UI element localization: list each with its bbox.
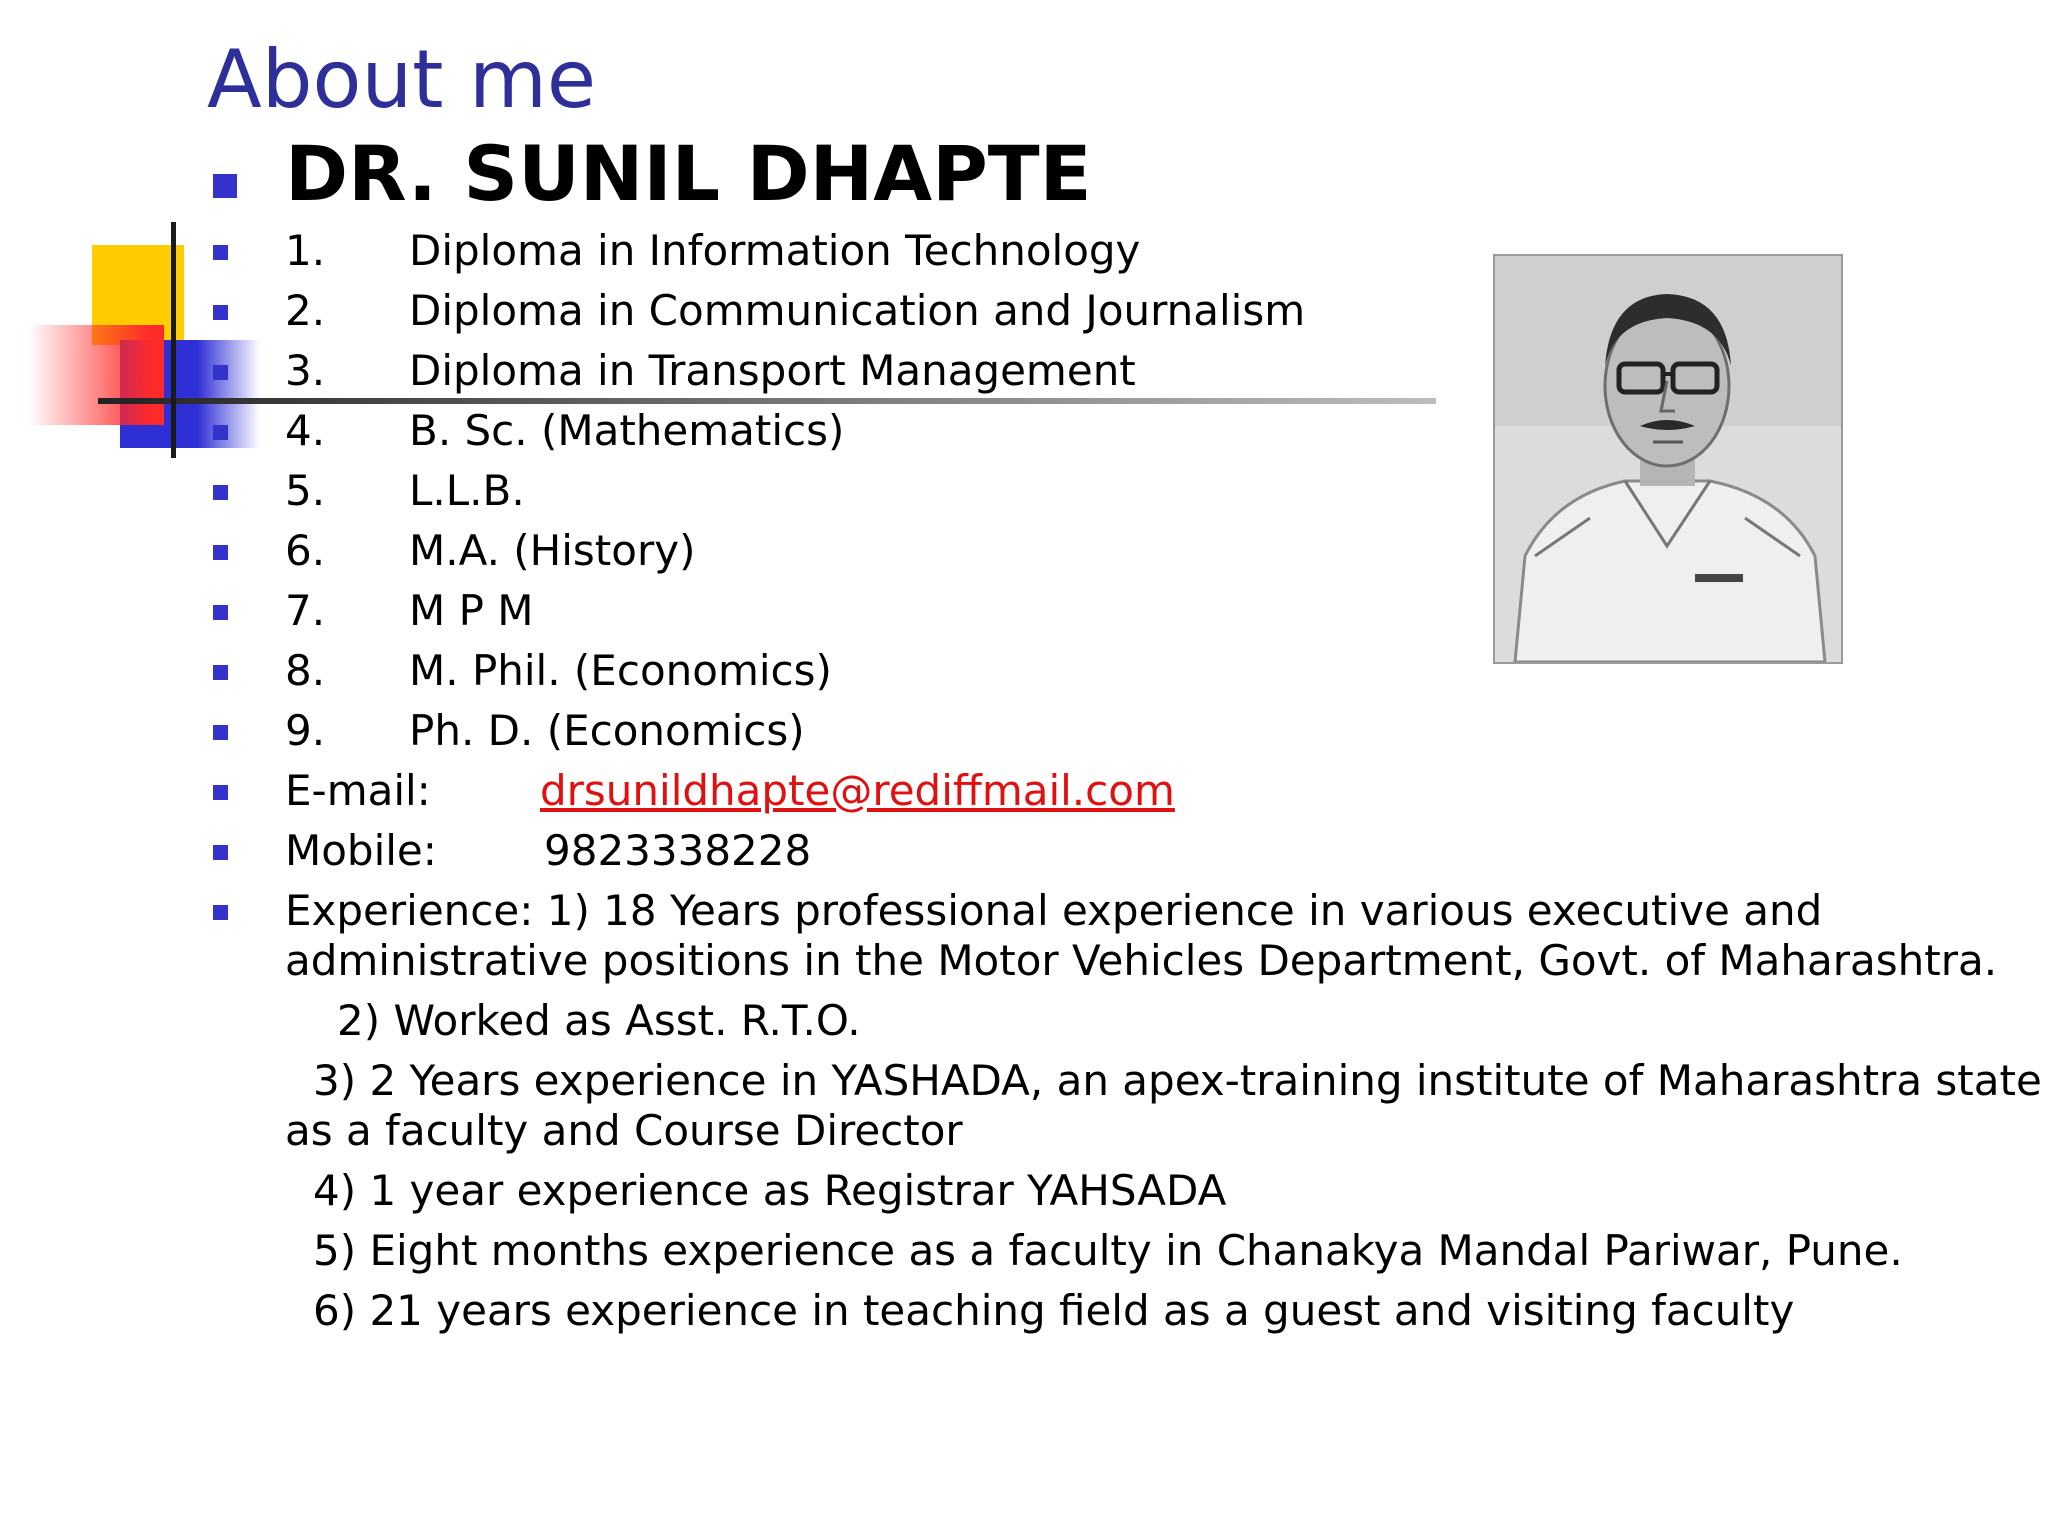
item-text: Diploma in Communication and Journalism	[409, 286, 1306, 335]
bullet-icon	[213, 545, 228, 560]
bullet-icon	[213, 245, 228, 260]
slide-title: About me	[207, 33, 597, 126]
bullet-icon	[213, 425, 228, 440]
experience-line: as a faculty and Course Director	[285, 1106, 963, 1155]
item-text: B. Sc. (Mathematics)	[409, 406, 845, 455]
bullet-icon	[213, 785, 228, 800]
item-number: 8.	[285, 646, 326, 695]
person-name: DR. SUNIL DHAPTE	[285, 129, 1092, 218]
email-link[interactable]: drsunildhapte@rediffmail.com	[540, 766, 1175, 815]
experience-line: 5) Eight months experience as a faculty in Chanakya Mandal Pariwar, Pune.	[313, 1226, 1903, 1275]
bullet-icon	[213, 605, 228, 620]
bullet-icon	[213, 665, 228, 680]
experience-line: 3) 2 Years experience in YASHADA, an apex-training institute of Maharashtra state	[313, 1056, 2042, 1105]
item-text: Diploma in Information Technology	[409, 226, 1141, 275]
experience-line: 6) 21 years experience in teaching field as a guest and visiting faculty	[313, 1286, 1795, 1335]
experience-line: administrative positions in the Motor Vehicles Department, Govt. of Maharashtra.	[285, 936, 1998, 985]
bullet-icon	[213, 365, 228, 380]
bullet-icon	[213, 485, 228, 500]
portrait-photo	[1493, 254, 1843, 664]
item-text: M P M	[409, 586, 534, 635]
experience-line: Experience: 1) 18 Years professional experience in various executive and	[285, 886, 1823, 935]
item-text: M. Phil. (Economics)	[409, 646, 832, 695]
email-label: E-mail:	[285, 766, 431, 815]
item-number: 5.	[285, 466, 326, 515]
experience-line: 4) 1 year experience as Registrar YAHSADA	[313, 1166, 1227, 1215]
bullet-icon	[213, 305, 228, 320]
item-number: 7.	[285, 586, 326, 635]
item-number: 3.	[285, 346, 326, 395]
bullet-icon	[213, 845, 228, 860]
item-number: 4.	[285, 406, 326, 455]
item-text: L.L.B.	[409, 466, 525, 515]
item-number: 9.	[285, 706, 326, 755]
item-text: Diploma in Transport Management	[409, 346, 1136, 395]
bullet-icon	[213, 174, 237, 198]
item-number: 1.	[285, 226, 326, 275]
item-text: M.A. (History)	[409, 526, 696, 575]
bullet-icon	[213, 905, 228, 920]
item-number: 2.	[285, 286, 326, 335]
bullet-icon	[213, 725, 228, 740]
experience-line: 2) Worked as Asst. R.T.O.	[337, 996, 861, 1045]
mobile-label: Mobile:	[285, 826, 437, 875]
decor-horizontal-line	[98, 398, 1436, 404]
item-text: Ph. D. (Economics)	[409, 706, 805, 755]
decor-red-square	[28, 325, 164, 425]
decor-vertical-line	[171, 222, 176, 458]
mobile-number: 9823338228	[544, 826, 812, 875]
item-number: 6.	[285, 526, 326, 575]
person-portrait-icon	[1495, 256, 1841, 662]
